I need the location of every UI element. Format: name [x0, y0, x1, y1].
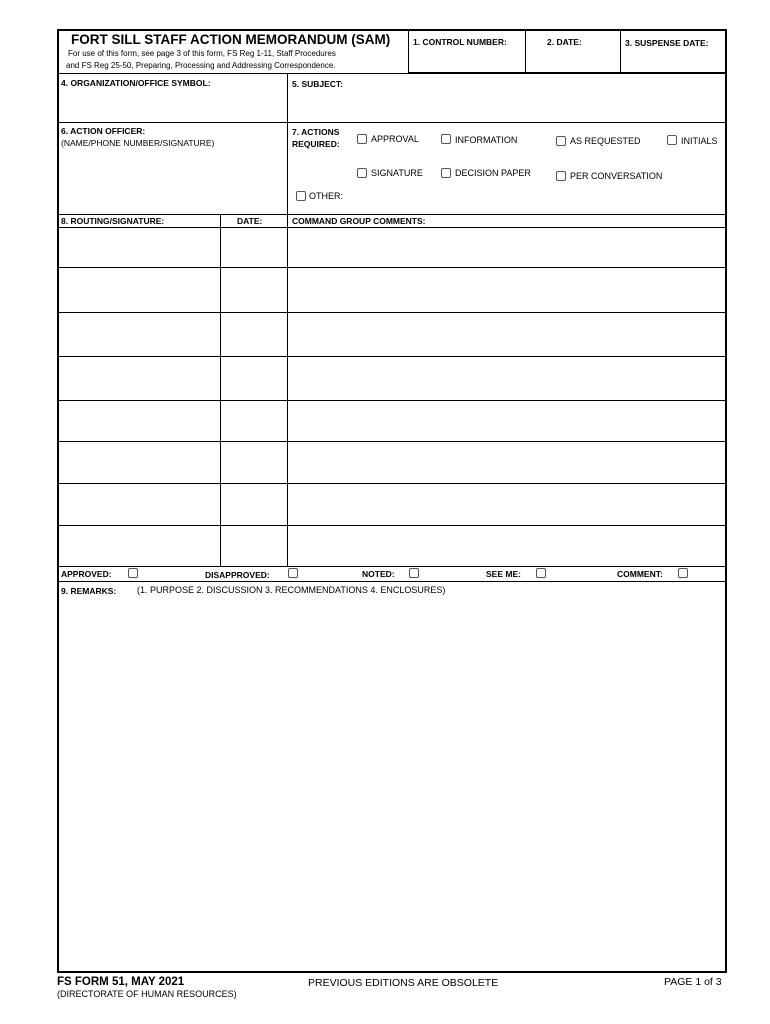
routing-date-cell[interactable]	[222, 358, 285, 399]
other-label: OTHER:	[309, 191, 344, 201]
previous-editions-obsolete: PREVIOUS EDITIONS ARE OBSOLETE	[308, 977, 499, 989]
routing-signature-cell[interactable]	[60, 358, 218, 399]
divider	[57, 525, 727, 526]
divider	[57, 441, 727, 442]
divider	[57, 214, 727, 215]
form-subtitle-line1: For use of this form, see page 3 of this form, FS Reg 1-11, Staff Procedures	[68, 49, 336, 58]
approval-checkbox[interactable]	[357, 134, 367, 144]
routing-date-label: DATE:	[237, 216, 263, 226]
actions-required-label-1: 7. ACTIONS	[292, 127, 340, 137]
as-requested-checkbox[interactable]	[556, 136, 566, 146]
directorate: (DIRECTORATE OF HUMAN RESOURCES)	[57, 989, 237, 999]
disapproved-label: DISAPPROVED:	[205, 570, 270, 580]
initials-label: INITIALS	[681, 136, 718, 146]
information-checkbox[interactable]	[441, 134, 451, 144]
divider	[57, 356, 727, 357]
action-officer-label: 6. ACTION OFFICER:	[61, 126, 146, 136]
other-checkbox[interactable]	[296, 191, 306, 201]
signature-checkbox[interactable]	[357, 168, 367, 178]
routing-signature-cell[interactable]	[60, 443, 218, 482]
disapproved-checkbox[interactable]	[288, 568, 298, 578]
form-id: FS FORM 51, MAY 2021	[57, 976, 185, 988]
divider	[57, 483, 727, 484]
divider	[57, 267, 727, 268]
command-comment-cell[interactable]	[289, 358, 725, 399]
subject-label: 5. SUBJECT:	[292, 79, 344, 89]
form-title: FORT SILL STAFF ACTION MEMORANDUM (SAM)	[71, 32, 391, 47]
command-comment-cell[interactable]	[289, 229, 725, 266]
routing-signature-cell[interactable]	[60, 314, 218, 355]
comment-label: COMMENT:	[617, 569, 663, 579]
noted-label: NOTED:	[362, 569, 395, 579]
action-officer-sublabel: (NAME/PHONE NUMBER/SIGNATURE)	[61, 138, 215, 148]
date-label: 2. DATE:	[547, 37, 582, 47]
remarks-label: 9. REMARKS:	[61, 586, 117, 596]
routing-date-cell[interactable]	[222, 229, 285, 266]
command-comment-cell[interactable]	[289, 527, 725, 565]
suspense-date-label: 3. SUSPENSE DATE:	[625, 38, 709, 48]
divider	[525, 29, 526, 73]
approved-label: APPROVED:	[61, 569, 112, 579]
org-office-symbol-field[interactable]	[60, 90, 285, 120]
per-conversation-label: PER CONVERSATION	[570, 171, 663, 181]
divider	[287, 73, 288, 216]
routing-signature-cell[interactable]	[60, 402, 218, 440]
divider	[57, 400, 727, 401]
per-conversation-checkbox[interactable]	[556, 171, 566, 181]
divider	[57, 227, 727, 228]
routing-date-cell[interactable]	[222, 314, 285, 355]
actions-required-label-2: REQUIRED:	[292, 139, 340, 149]
command-comment-cell[interactable]	[289, 443, 725, 482]
routing-date-cell[interactable]	[222, 485, 285, 524]
as-requested-label: AS REQUESTED	[570, 136, 641, 146]
suspense-date-field[interactable]	[622, 49, 726, 72]
approval-label: APPROVAL	[371, 134, 419, 144]
routing-date-cell[interactable]	[222, 269, 285, 311]
divider	[620, 29, 621, 73]
routing-signature-label: 8. ROUTING/SIGNATURE:	[61, 216, 165, 226]
routing-signature-cell[interactable]	[60, 485, 218, 524]
command-comment-cell[interactable]	[289, 314, 725, 355]
date-field[interactable]	[527, 48, 619, 71]
routing-signature-cell[interactable]	[60, 229, 218, 266]
decision-paper-label: DECISION PAPER	[455, 168, 531, 178]
form-subtitle-line2: and FS Reg 25-50, Preparing, Processing and Addressing Correspondence.	[66, 61, 336, 70]
divider	[57, 581, 727, 582]
action-officer-field[interactable]	[60, 150, 285, 212]
control-number-field[interactable]	[410, 48, 524, 71]
routing-signature-cell[interactable]	[60, 527, 218, 565]
divider	[57, 566, 727, 567]
approved-checkbox[interactable]	[128, 568, 138, 578]
routing-signature-cell[interactable]	[60, 269, 218, 311]
see-me-label: SEE ME:	[486, 569, 521, 579]
command-group-comments-label: COMMAND GROUP COMMENTS:	[292, 216, 426, 226]
divider	[408, 29, 409, 73]
command-comment-cell[interactable]	[289, 485, 725, 524]
information-label: INFORMATION	[455, 135, 518, 145]
remarks-field[interactable]	[60, 598, 725, 970]
command-comment-cell[interactable]	[289, 402, 725, 440]
routing-date-cell[interactable]	[222, 527, 285, 565]
command-comment-cell[interactable]	[289, 269, 725, 311]
remarks-hint: (1. PURPOSE 2. DISCUSSION 3. RECOMMENDATIONS 4. ENCLOSURES)	[137, 585, 446, 595]
decision-paper-checkbox[interactable]	[441, 168, 451, 178]
routing-date-cell[interactable]	[222, 402, 285, 440]
noted-checkbox[interactable]	[409, 568, 419, 578]
control-number-label: 1. CONTROL NUMBER:	[413, 37, 507, 47]
divider	[57, 312, 727, 313]
divider	[57, 122, 727, 123]
routing-date-cell[interactable]	[222, 443, 285, 482]
page-number: PAGE 1 of 3	[664, 976, 722, 988]
org-office-symbol-label: 4. ORGANIZATION/OFFICE SYMBOL:	[61, 78, 211, 88]
see-me-checkbox[interactable]	[536, 568, 546, 578]
subject-field[interactable]	[290, 90, 725, 120]
comment-checkbox[interactable]	[678, 568, 688, 578]
initials-checkbox[interactable]	[667, 135, 677, 145]
divider	[57, 73, 727, 74]
signature-label: SIGNATURE	[371, 168, 423, 178]
